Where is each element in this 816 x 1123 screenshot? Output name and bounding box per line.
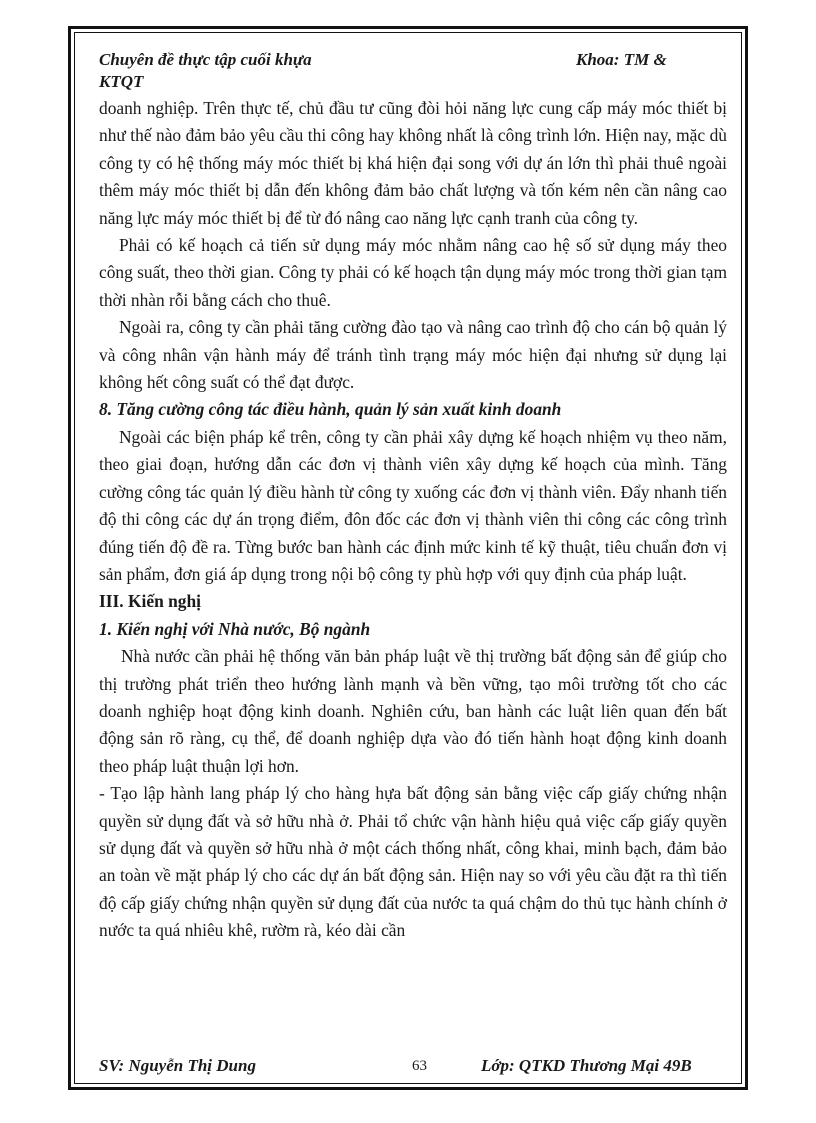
paragraph-machine-plan: Phải có kế hoạch cả tiến sử dụng máy móc nhằm nâng cao hệ số sử dụng máy theo công suất, theo thời gian. Công ty phải có kế hoạch tận dụng máy móc trong thời gian tạm thời nhàn rỗi bằng cách cho thuê. bbox=[99, 235, 727, 310]
paragraph-training: Ngoài ra, công ty cần phải tăng cường đào tạo và nâng cao trình độ cho cán bộ quản lý và công nhân vận hành máy để tránh tình trạng máy móc hiện đại nhưng sử dụng lại không hết công suất có thể đạt được. bbox=[99, 317, 727, 393]
header-title-line2: KTQT bbox=[99, 72, 144, 91]
paragraph-continued: doanh nghiệp. Trên thực tế, chủ đầu tư cũng đòi hỏi năng lực cung cấp máy móc thiết bị như thế nào đảm bảo yêu cầu thi công hay không nhất là công trình lớn. Hiện nay, mặc dù công ty có hệ thống máy móc thiết bị khá hiện đại song với dự án lớn thì phải thuê ngoài thêm máy móc thiết bị dẫn đến không đảm bảo chất lượng và tốn kém nên cần nâng cao năng lực máy móc thiết bị để từ đó nâng cao năng lực cạnh tranh của công ty. bbox=[99, 98, 727, 228]
header-faculty: Khoa: TM & bbox=[576, 50, 667, 69]
header-title-line1: Chuyên đề thực tập cuối khựa bbox=[99, 50, 312, 69]
bullet-legal-corridor: - Tạo lập hành lang pháp lý cho hàng hựa bất động sản bằng việc cấp giấy chứng nhận quyền sử dụng đất và sở hữu nhà ở. Phải tổ chức vận hành hiệu quả việc cấp giấy quyền sử dụng đất và quyền sở hữu nhà ở một cách thống nhất, công khai, minh bạch, đảm bảo an toàn về mặt pháp lý cho các dự án bất động sản. Hiện nay so với yêu cầu đặt ra thì tiến độ cấp giấy chứng nhận quyền sử dụng đất của nước ta quá chậm do thủ tục hành chính ở nước ta quá nhiêu khê, rườm rà, kéo dài cần bbox=[99, 783, 727, 941]
section-8-text: Ngoài các biện pháp kể trên, công ty cần phải xây dựng kế hoạch nhiệm vụ theo năm, theo giai đoạn, hướng dẫn các đơn vị thành viên xây dựng kế hoạch của mình. Tăng cường công tác quản lý điều hành từ công ty xuống các đơn vị thành viên. Đẩy nhanh tiến độ thi công các dự án trọng điểm, đôn đốc các đơn vị thành viên thi công các công trình đúng tiến độ đề ra. Từng bước ban hành các định mức kinh tế kỹ thuật, tiêu chuẩn đơn vị sản phẩm, đơn giá áp dụng trong nội bộ công ty phù hợp với quy định của pháp luật. bbox=[99, 426, 727, 584]
footer-class-name: Lớp: QTKD Thương Mại 49B bbox=[481, 1056, 692, 1075]
document-body bbox=[99, 95, 727, 945]
subsection-1-text: Nhà nước cần phải hệ thống văn bản pháp luật về thị trường bất động sản để giúp cho thị trường phát triển theo hướng lành mạnh và bền vững, tạo môi trường tốt cho các doanh nghiệp hoạt động kinh doanh. Nghiên cứu, ban hành các luật liên quan đến bất động sản rõ ràng, cụ thể, để doanh nghiệp dựa vào đó tiến hành hoạt động kinh doanh theo pháp luật thuận lợi hơn. bbox=[99, 646, 727, 776]
section-8-heading: 8. Tăng cường công tác điều hành, quản lý sản xuất kinh doanh bbox=[99, 399, 562, 420]
section-3-heading: III. Kiến nghị bbox=[99, 591, 201, 612]
subsection-1-heading: 1. Kiến nghị với Nhà nước, Bộ ngành bbox=[99, 618, 371, 639]
header-title bbox=[99, 49, 312, 93]
page-number: 63 bbox=[412, 1058, 427, 1074]
footer-student-name: SV: Nguyễn Thị Dung bbox=[99, 1056, 256, 1075]
